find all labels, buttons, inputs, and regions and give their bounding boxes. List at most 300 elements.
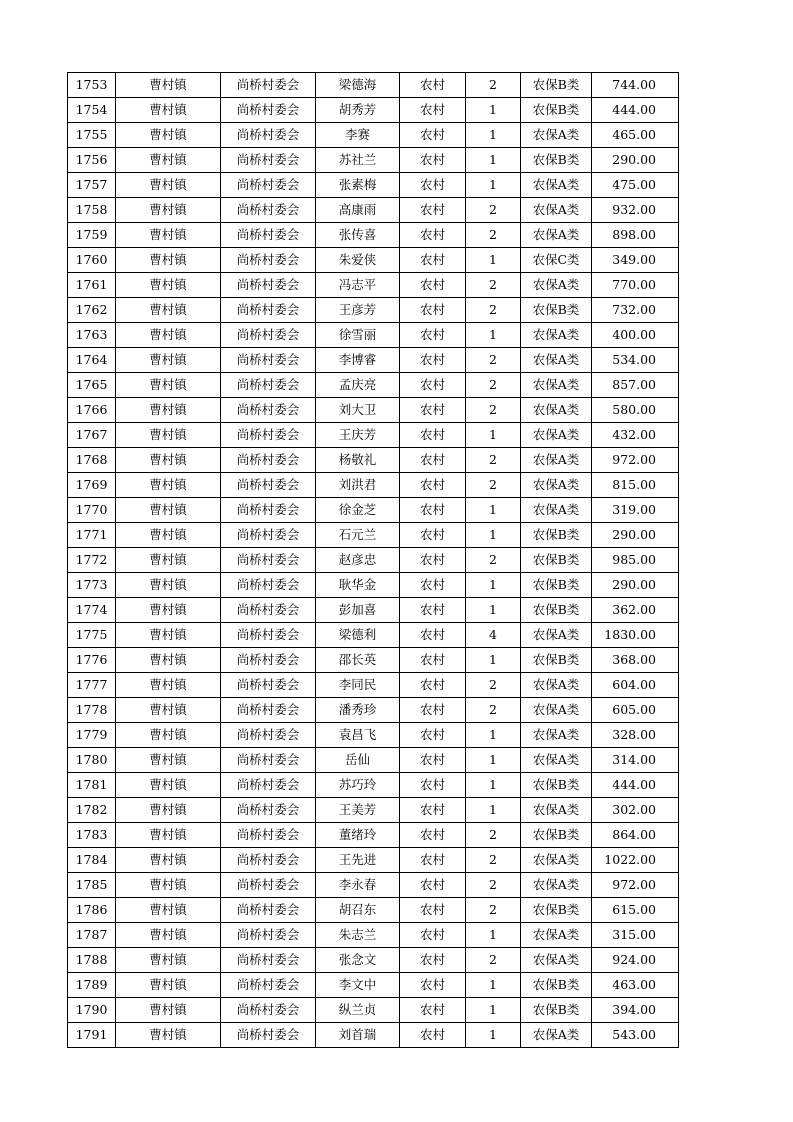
table-row — [68, 73, 679, 98]
table-row — [68, 898, 679, 923]
category-cell: 农保B类 — [521, 823, 592, 848]
area-type-cell: 农村 — [400, 673, 466, 698]
town-cell: 曹村镇 — [116, 198, 221, 223]
category-cell: 农保A类 — [521, 473, 592, 498]
town-cell: 曹村镇 — [116, 773, 221, 798]
category-cell: 农保A类 — [521, 173, 592, 198]
amount-cell: 432.00 — [592, 423, 679, 448]
household-size-cell: 1 — [466, 98, 521, 123]
household-size-cell: 1 — [466, 148, 521, 173]
row-number-cell: 1756 — [68, 148, 116, 173]
row-number-cell: 1762 — [68, 298, 116, 323]
row-number-cell: 1768 — [68, 448, 116, 473]
row-number-cell: 1785 — [68, 873, 116, 898]
household-size-cell: 2 — [466, 198, 521, 223]
village-committee-cell: 尚桥村委会 — [221, 548, 316, 573]
village-committee-cell: 尚桥村委会 — [221, 848, 316, 873]
amount-cell: 465.00 — [592, 123, 679, 148]
village-committee-cell: 尚桥村委会 — [221, 123, 316, 148]
town-cell: 曹村镇 — [116, 223, 221, 248]
area-type-cell: 农村 — [400, 498, 466, 523]
row-number-cell: 1760 — [68, 248, 116, 273]
household-size-cell: 2 — [466, 548, 521, 573]
name-cell: 王美芳 — [316, 798, 400, 823]
village-committee-cell: 尚桥村委会 — [221, 598, 316, 623]
name-cell: 孟庆亮 — [316, 373, 400, 398]
table-row — [68, 573, 679, 598]
row-number-cell: 1758 — [68, 198, 116, 223]
area-type-cell: 农村 — [400, 773, 466, 798]
row-number-cell: 1779 — [68, 723, 116, 748]
row-number-cell: 1781 — [68, 773, 116, 798]
village-committee-cell: 尚桥村委会 — [221, 348, 316, 373]
village-committee-cell: 尚桥村委会 — [221, 948, 316, 973]
town-cell: 曹村镇 — [116, 648, 221, 673]
area-type-cell: 农村 — [400, 723, 466, 748]
category-cell: 农保B类 — [521, 598, 592, 623]
name-cell: 冯志平 — [316, 273, 400, 298]
name-cell: 潘秀珍 — [316, 698, 400, 723]
row-number-cell: 1769 — [68, 473, 116, 498]
amount-cell: 985.00 — [592, 548, 679, 573]
area-type-cell: 农村 — [400, 323, 466, 348]
table-row — [68, 1023, 679, 1048]
household-size-cell: 1 — [466, 798, 521, 823]
category-cell: 农保B类 — [521, 648, 592, 673]
area-type-cell: 农村 — [400, 248, 466, 273]
amount-cell: 1830.00 — [592, 623, 679, 648]
beneficiary-table — [67, 72, 679, 1048]
area-type-cell: 农村 — [400, 873, 466, 898]
amount-cell: 534.00 — [592, 348, 679, 373]
row-number-cell: 1790 — [68, 998, 116, 1023]
row-number-cell: 1784 — [68, 848, 116, 873]
amount-cell: 463.00 — [592, 973, 679, 998]
table-row — [68, 323, 679, 348]
amount-cell: 857.00 — [592, 373, 679, 398]
category-cell: 农保B类 — [521, 973, 592, 998]
amount-cell: 362.00 — [592, 598, 679, 623]
category-cell: 农保A类 — [521, 873, 592, 898]
amount-cell: 314.00 — [592, 748, 679, 773]
household-size-cell: 2 — [466, 273, 521, 298]
household-size-cell: 2 — [466, 73, 521, 98]
table-row — [68, 498, 679, 523]
row-number-cell: 1763 — [68, 323, 116, 348]
row-number-cell: 1786 — [68, 898, 116, 923]
town-cell: 曹村镇 — [116, 548, 221, 573]
table-row — [68, 373, 679, 398]
village-committee-cell: 尚桥村委会 — [221, 823, 316, 848]
amount-cell: 815.00 — [592, 473, 679, 498]
village-committee-cell: 尚桥村委会 — [221, 573, 316, 598]
village-committee-cell: 尚桥村委会 — [221, 973, 316, 998]
village-committee-cell: 尚桥村委会 — [221, 523, 316, 548]
amount-cell: 400.00 — [592, 323, 679, 348]
town-cell: 曹村镇 — [116, 98, 221, 123]
amount-cell: 864.00 — [592, 823, 679, 848]
household-size-cell: 1 — [466, 498, 521, 523]
village-committee-cell: 尚桥村委会 — [221, 248, 316, 273]
household-size-cell: 1 — [466, 1023, 521, 1048]
town-cell: 曹村镇 — [116, 298, 221, 323]
area-type-cell: 农村 — [400, 123, 466, 148]
area-type-cell: 农村 — [400, 398, 466, 423]
household-size-cell: 2 — [466, 948, 521, 973]
name-cell: 刘洪君 — [316, 473, 400, 498]
town-cell: 曹村镇 — [116, 123, 221, 148]
household-size-cell: 2 — [466, 898, 521, 923]
table-row — [68, 548, 679, 573]
household-size-cell: 1 — [466, 323, 521, 348]
village-committee-cell: 尚桥村委会 — [221, 473, 316, 498]
amount-cell: 444.00 — [592, 98, 679, 123]
name-cell: 耿华金 — [316, 573, 400, 598]
area-type-cell: 农村 — [400, 998, 466, 1023]
village-committee-cell: 尚桥村委会 — [221, 648, 316, 673]
village-committee-cell: 尚桥村委会 — [221, 748, 316, 773]
area-type-cell: 农村 — [400, 148, 466, 173]
area-type-cell: 农村 — [400, 548, 466, 573]
row-number-cell: 1782 — [68, 798, 116, 823]
area-type-cell: 农村 — [400, 423, 466, 448]
name-cell: 李同民 — [316, 673, 400, 698]
amount-cell: 605.00 — [592, 698, 679, 723]
row-number-cell: 1773 — [68, 573, 116, 598]
row-number-cell: 1791 — [68, 1023, 116, 1048]
area-type-cell: 农村 — [400, 623, 466, 648]
name-cell: 纵兰贞 — [316, 998, 400, 1023]
amount-cell: 349.00 — [592, 248, 679, 273]
household-size-cell: 1 — [466, 123, 521, 148]
table-row — [68, 773, 679, 798]
town-cell: 曹村镇 — [116, 573, 221, 598]
table-row — [68, 698, 679, 723]
row-number-cell: 1766 — [68, 398, 116, 423]
table-row — [68, 848, 679, 873]
town-cell: 曹村镇 — [116, 948, 221, 973]
table-row — [68, 123, 679, 148]
category-cell: 农保A类 — [521, 748, 592, 773]
town-cell: 曹村镇 — [116, 448, 221, 473]
row-number-cell: 1770 — [68, 498, 116, 523]
amount-cell: 290.00 — [592, 573, 679, 598]
town-cell: 曹村镇 — [116, 348, 221, 373]
name-cell: 杨敬礼 — [316, 448, 400, 473]
table-row — [68, 223, 679, 248]
village-committee-cell: 尚桥村委会 — [221, 398, 316, 423]
row-number-cell: 1789 — [68, 973, 116, 998]
category-cell: 农保A类 — [521, 448, 592, 473]
row-number-cell: 1787 — [68, 923, 116, 948]
area-type-cell: 农村 — [400, 523, 466, 548]
household-size-cell: 1 — [466, 173, 521, 198]
household-size-cell: 2 — [466, 848, 521, 873]
category-cell: 农保A类 — [521, 723, 592, 748]
household-size-cell: 1 — [466, 248, 521, 273]
household-size-cell: 2 — [466, 223, 521, 248]
town-cell: 曹村镇 — [116, 798, 221, 823]
category-cell: 农保A类 — [521, 798, 592, 823]
table-row — [68, 623, 679, 648]
table-row — [68, 398, 679, 423]
table-row — [68, 873, 679, 898]
table-row — [68, 473, 679, 498]
table-row — [68, 823, 679, 848]
table-row — [68, 148, 679, 173]
town-cell: 曹村镇 — [116, 723, 221, 748]
name-cell: 朱爱侠 — [316, 248, 400, 273]
household-size-cell: 2 — [466, 823, 521, 848]
row-number-cell: 1783 — [68, 823, 116, 848]
category-cell: 农保A类 — [521, 673, 592, 698]
household-size-cell: 1 — [466, 773, 521, 798]
amount-cell: 315.00 — [592, 923, 679, 948]
category-cell: 农保A类 — [521, 1023, 592, 1048]
town-cell: 曹村镇 — [116, 248, 221, 273]
village-committee-cell: 尚桥村委会 — [221, 998, 316, 1023]
town-cell: 曹村镇 — [116, 498, 221, 523]
category-cell: 农保B类 — [521, 548, 592, 573]
category-cell: 农保A类 — [521, 948, 592, 973]
household-size-cell: 2 — [466, 373, 521, 398]
name-cell: 王先进 — [316, 848, 400, 873]
town-cell: 曹村镇 — [116, 73, 221, 98]
category-cell: 农保A类 — [521, 373, 592, 398]
village-committee-cell: 尚桥村委会 — [221, 73, 316, 98]
town-cell: 曹村镇 — [116, 898, 221, 923]
name-cell: 徐金芝 — [316, 498, 400, 523]
area-type-cell: 农村 — [400, 973, 466, 998]
name-cell: 石元兰 — [316, 523, 400, 548]
category-cell: 农保A类 — [521, 273, 592, 298]
row-number-cell: 1761 — [68, 273, 116, 298]
category-cell: 农保B类 — [521, 773, 592, 798]
household-size-cell: 1 — [466, 573, 521, 598]
town-cell: 曹村镇 — [116, 998, 221, 1023]
amount-cell: 1022.00 — [592, 848, 679, 873]
town-cell: 曹村镇 — [116, 273, 221, 298]
category-cell: 农保C类 — [521, 248, 592, 273]
name-cell: 梁德海 — [316, 73, 400, 98]
village-committee-cell: 尚桥村委会 — [221, 173, 316, 198]
household-size-cell: 1 — [466, 748, 521, 773]
household-size-cell: 1 — [466, 973, 521, 998]
household-size-cell: 1 — [466, 723, 521, 748]
village-committee-cell: 尚桥村委会 — [221, 673, 316, 698]
amount-cell: 924.00 — [592, 948, 679, 973]
village-committee-cell: 尚桥村委会 — [221, 898, 316, 923]
category-cell: 农保B类 — [521, 573, 592, 598]
town-cell: 曹村镇 — [116, 173, 221, 198]
row-number-cell: 1765 — [68, 373, 116, 398]
table-row — [68, 98, 679, 123]
area-type-cell: 农村 — [400, 348, 466, 373]
category-cell: 农保B类 — [521, 98, 592, 123]
table-row — [68, 923, 679, 948]
village-committee-cell: 尚桥村委会 — [221, 623, 316, 648]
village-committee-cell: 尚桥村委会 — [221, 873, 316, 898]
category-cell: 农保B类 — [521, 298, 592, 323]
table-row — [68, 198, 679, 223]
amount-cell: 368.00 — [592, 648, 679, 673]
area-type-cell: 农村 — [400, 98, 466, 123]
area-type-cell: 农村 — [400, 698, 466, 723]
row-number-cell: 1776 — [68, 648, 116, 673]
town-cell: 曹村镇 — [116, 623, 221, 648]
row-number-cell: 1778 — [68, 698, 116, 723]
village-committee-cell: 尚桥村委会 — [221, 498, 316, 523]
row-number-cell: 1777 — [68, 673, 116, 698]
table-row — [68, 598, 679, 623]
name-cell: 苏巧玲 — [316, 773, 400, 798]
amount-cell: 770.00 — [592, 273, 679, 298]
area-type-cell: 农村 — [400, 448, 466, 473]
category-cell: 农保A类 — [521, 348, 592, 373]
area-type-cell: 农村 — [400, 948, 466, 973]
name-cell: 梁德利 — [316, 623, 400, 648]
name-cell: 胡秀芳 — [316, 98, 400, 123]
category-cell: 农保A类 — [521, 223, 592, 248]
name-cell: 彭加喜 — [316, 598, 400, 623]
amount-cell: 319.00 — [592, 498, 679, 523]
row-number-cell: 1755 — [68, 123, 116, 148]
household-size-cell: 2 — [466, 298, 521, 323]
amount-cell: 744.00 — [592, 73, 679, 98]
table-row — [68, 348, 679, 373]
row-number-cell: 1754 — [68, 98, 116, 123]
table-row — [68, 948, 679, 973]
table-body — [68, 73, 679, 1048]
amount-cell: 444.00 — [592, 773, 679, 798]
town-cell: 曹村镇 — [116, 373, 221, 398]
category-cell: 农保A类 — [521, 698, 592, 723]
household-size-cell: 2 — [466, 473, 521, 498]
amount-cell: 290.00 — [592, 523, 679, 548]
village-committee-cell: 尚桥村委会 — [221, 98, 316, 123]
name-cell: 邵长英 — [316, 648, 400, 673]
table-row — [68, 648, 679, 673]
amount-cell: 394.00 — [592, 998, 679, 1023]
town-cell: 曹村镇 — [116, 698, 221, 723]
village-committee-cell: 尚桥村委会 — [221, 298, 316, 323]
name-cell: 朱志兰 — [316, 923, 400, 948]
town-cell: 曹村镇 — [116, 973, 221, 998]
name-cell: 王庆芳 — [316, 423, 400, 448]
amount-cell: 615.00 — [592, 898, 679, 923]
table-row — [68, 173, 679, 198]
name-cell: 岳仙 — [316, 748, 400, 773]
village-committee-cell: 尚桥村委会 — [221, 198, 316, 223]
category-cell: 农保B类 — [521, 148, 592, 173]
row-number-cell: 1780 — [68, 748, 116, 773]
town-cell: 曹村镇 — [116, 748, 221, 773]
name-cell: 徐雪丽 — [316, 323, 400, 348]
household-size-cell: 2 — [466, 673, 521, 698]
category-cell: 农保A类 — [521, 198, 592, 223]
area-type-cell: 农村 — [400, 898, 466, 923]
area-type-cell: 农村 — [400, 748, 466, 773]
category-cell: 农保A类 — [521, 398, 592, 423]
table-row — [68, 248, 679, 273]
category-cell: 农保A类 — [521, 123, 592, 148]
household-size-cell: 2 — [466, 348, 521, 373]
amount-cell: 604.00 — [592, 673, 679, 698]
category-cell: 农保B类 — [521, 898, 592, 923]
area-type-cell: 农村 — [400, 848, 466, 873]
name-cell: 刘首瑞 — [316, 1023, 400, 1048]
amount-cell: 732.00 — [592, 298, 679, 323]
household-size-cell: 2 — [466, 873, 521, 898]
name-cell: 张传喜 — [316, 223, 400, 248]
amount-cell: 328.00 — [592, 723, 679, 748]
row-number-cell: 1757 — [68, 173, 116, 198]
town-cell: 曹村镇 — [116, 673, 221, 698]
category-cell: 农保B类 — [521, 998, 592, 1023]
area-type-cell: 农村 — [400, 73, 466, 98]
row-number-cell: 1771 — [68, 523, 116, 548]
area-type-cell: 农村 — [400, 473, 466, 498]
row-number-cell: 1774 — [68, 598, 116, 623]
area-type-cell: 农村 — [400, 573, 466, 598]
area-type-cell: 农村 — [400, 1023, 466, 1048]
village-committee-cell: 尚桥村委会 — [221, 273, 316, 298]
name-cell: 王彦芳 — [316, 298, 400, 323]
name-cell: 李赛 — [316, 123, 400, 148]
category-cell: 农保B类 — [521, 523, 592, 548]
town-cell: 曹村镇 — [116, 398, 221, 423]
table-row — [68, 998, 679, 1023]
village-committee-cell: 尚桥村委会 — [221, 723, 316, 748]
household-size-cell: 1 — [466, 523, 521, 548]
category-cell: 农保A类 — [521, 423, 592, 448]
row-number-cell: 1759 — [68, 223, 116, 248]
table-row — [68, 748, 679, 773]
village-committee-cell: 尚桥村委会 — [221, 698, 316, 723]
village-committee-cell: 尚桥村委会 — [221, 373, 316, 398]
area-type-cell: 农村 — [400, 198, 466, 223]
row-number-cell: 1775 — [68, 623, 116, 648]
name-cell: 袁昌飞 — [316, 723, 400, 748]
area-type-cell: 农村 — [400, 648, 466, 673]
table-row — [68, 298, 679, 323]
row-number-cell: 1764 — [68, 348, 116, 373]
amount-cell: 972.00 — [592, 873, 679, 898]
name-cell: 刘大卫 — [316, 398, 400, 423]
name-cell: 张素梅 — [316, 173, 400, 198]
amount-cell: 475.00 — [592, 173, 679, 198]
town-cell: 曹村镇 — [116, 598, 221, 623]
village-committee-cell: 尚桥村委会 — [221, 1023, 316, 1048]
amount-cell: 290.00 — [592, 148, 679, 173]
table-row — [68, 973, 679, 998]
category-cell: 农保A类 — [521, 498, 592, 523]
town-cell: 曹村镇 — [116, 148, 221, 173]
household-size-cell: 1 — [466, 998, 521, 1023]
amount-cell: 972.00 — [592, 448, 679, 473]
amount-cell: 898.00 — [592, 223, 679, 248]
area-type-cell: 农村 — [400, 273, 466, 298]
town-cell: 曹村镇 — [116, 1023, 221, 1048]
name-cell: 苏社兰 — [316, 148, 400, 173]
table-row — [68, 723, 679, 748]
row-number-cell: 1767 — [68, 423, 116, 448]
town-cell: 曹村镇 — [116, 323, 221, 348]
area-type-cell: 农村 — [400, 598, 466, 623]
village-committee-cell: 尚桥村委会 — [221, 148, 316, 173]
village-committee-cell: 尚桥村委会 — [221, 448, 316, 473]
village-committee-cell: 尚桥村委会 — [221, 223, 316, 248]
